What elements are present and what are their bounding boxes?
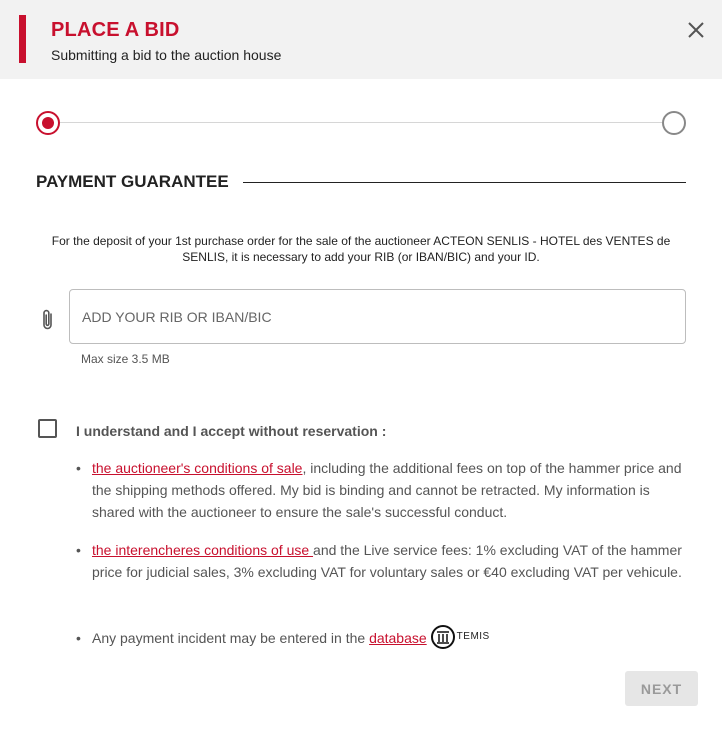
accept-label: I understand and I accept without reservation : [76, 423, 387, 439]
term-item-conditions-of-use [76, 539, 692, 583]
max-size-hint: Max size 3.5 MB [81, 352, 170, 366]
modal-header [0, 0, 722, 79]
modal-subtitle: Submitting a bid to the auction house [51, 47, 282, 63]
step-1-indicator [36, 111, 60, 135]
close-button[interactable] [684, 18, 708, 42]
section-title: PAYMENT GUARANTEE [36, 172, 229, 191]
close-icon [684, 18, 708, 42]
database-link[interactable]: database [369, 630, 427, 646]
term-text: and the Live service fees: 1% excluding VAT of the hammer price for judicial sales, 3% excluding VAT for voluntary sales or €40 excluding VAT per vehicule. [92, 542, 682, 580]
conditions-of-sale-link[interactable]: the auctioneer's conditions of sale [92, 460, 303, 476]
conditions-of-use-link[interactable]: the interencheres conditions of use [92, 542, 314, 558]
temis-logo-text: TEMIS [456, 631, 490, 643]
term-text: , including the additional fees on top of the hammer price and the shipping methods offered. My bid is binding and cannot be retracted. My information is shared with the auctioneer to ensure the sale's successful conduct. [92, 460, 682, 520]
temis-logo [431, 625, 490, 649]
step-1-dot [42, 117, 54, 129]
bullet: • [76, 542, 81, 558]
temis-pillar-icon [431, 625, 455, 649]
header-accent-bar [19, 15, 26, 63]
progress-stepper [36, 111, 686, 135]
section-divider [243, 182, 686, 183]
paperclip-icon[interactable] [38, 308, 58, 332]
accept-checkbox[interactable] [38, 419, 57, 438]
next-button[interactable]: NEXT [625, 671, 698, 706]
modal-title: PLACE A BID [51, 19, 180, 41]
bullet: • [76, 630, 81, 646]
bullet: • [76, 460, 81, 476]
rib-upload-input[interactable] [69, 289, 686, 344]
step-2-indicator [662, 111, 686, 135]
deposit-instructions: For the deposit of your 1st purchase order for the sale of the auctioneer ACTEON SENLIS - HOTEL des VENTES de SENLIS, it is necessary to add your RIB (or IBAN/BIC) and your ID. [51, 234, 671, 264]
stepper-line [60, 122, 662, 123]
term-item-payment-incident [76, 627, 692, 651]
term-item-conditions-of-sale [76, 457, 692, 523]
term-text: Any payment incident may be entered in the [92, 630, 370, 646]
